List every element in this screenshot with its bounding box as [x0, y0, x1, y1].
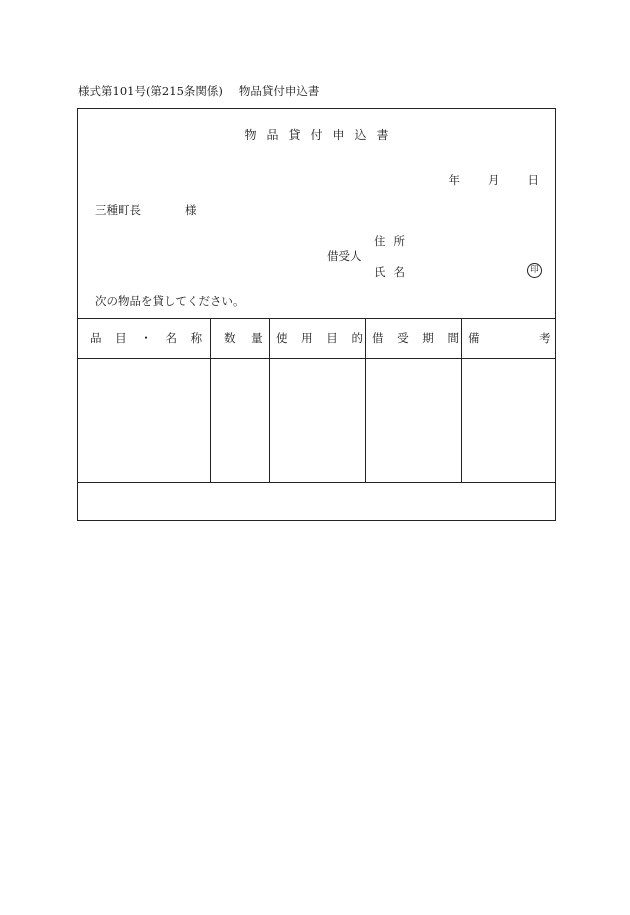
- borrower-label: 借受人: [327, 249, 362, 263]
- address-label: 住所: [374, 234, 413, 248]
- form-reference-line: [78, 83, 319, 99]
- application-form: [77, 108, 556, 521]
- date-day-label: 日: [527, 173, 539, 187]
- addressee-line: [95, 202, 197, 218]
- table-row: [78, 359, 555, 482]
- date-year-label: 年: [448, 173, 460, 187]
- request-text: 次の物品を貸してください。: [95, 294, 245, 308]
- header-period: 借 受 期 間: [372, 331, 464, 345]
- header-quantity: 数 量: [224, 331, 269, 345]
- addressee-honorific: 様: [185, 203, 197, 217]
- document-title: 物品貸付申込書: [244, 128, 399, 142]
- header-purpose: 使 用 目 的: [276, 331, 368, 345]
- date-month-label: 月: [488, 173, 500, 187]
- addressee-name: 三種町長: [95, 203, 141, 217]
- form-name: 物品貸付申込書: [238, 84, 320, 98]
- date-line: [449, 172, 540, 188]
- seal-mark: 印: [527, 263, 542, 278]
- name-label: 氏名: [374, 265, 413, 279]
- form-number: 様式第101号(第215条関係): [78, 84, 223, 98]
- header-item-name: 品 目 ・ 名 称: [90, 331, 208, 345]
- header-remarks: 備 考: [468, 331, 551, 345]
- footer-blank-row: [78, 483, 555, 521]
